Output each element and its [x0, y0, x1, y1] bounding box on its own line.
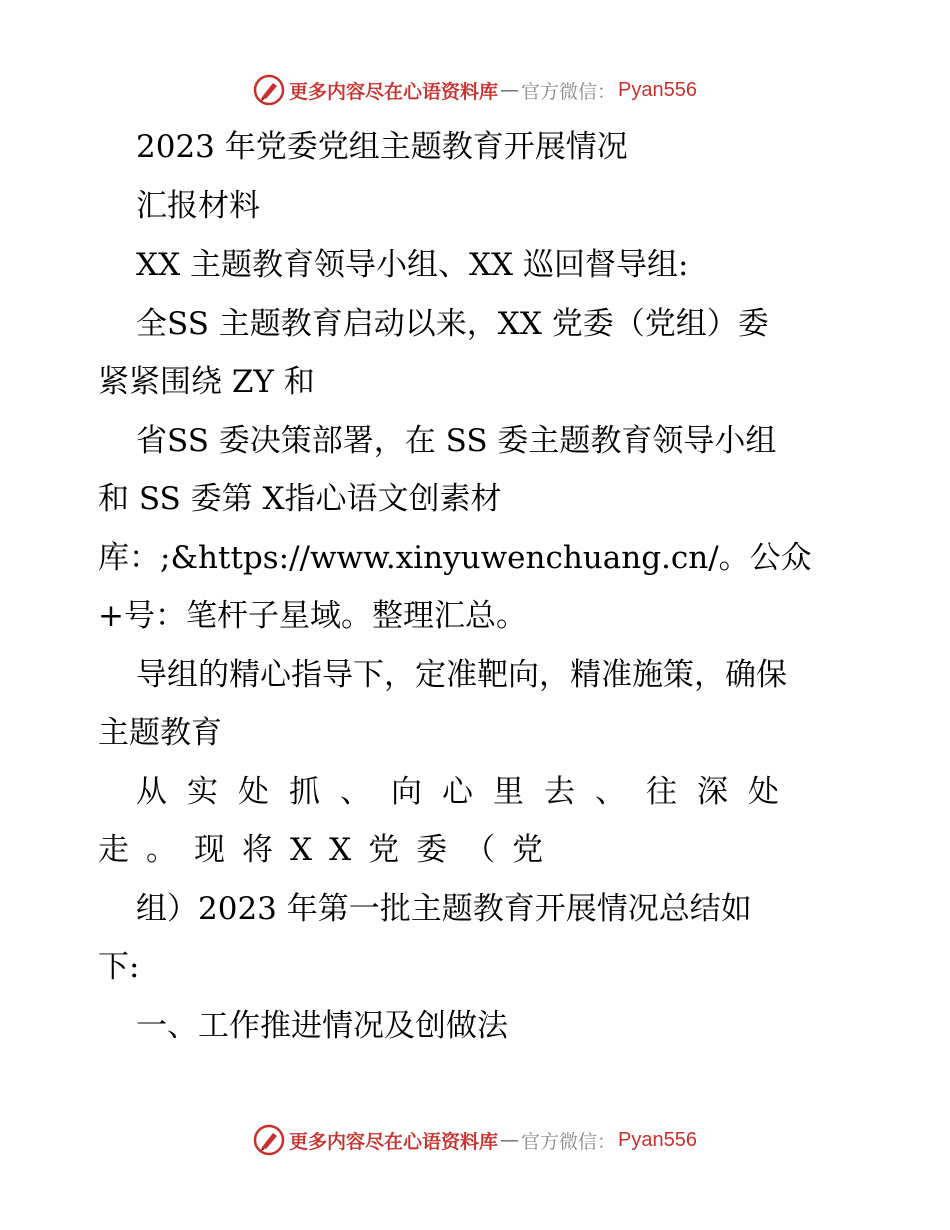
banner-brand-text: 更多内容尽在心语资料库 — [289, 1130, 499, 1153]
doc-paragraph-line: 主题教育 — [98, 715, 222, 751]
banner-brand-text: 更多内容尽在心语资料库 — [289, 80, 499, 103]
doc-paragraph-line: 从实处抓、向心里去、往深处 — [136, 774, 799, 810]
banner-wechat-id: Pyan556 — [618, 78, 697, 101]
doc-paragraph-line: 下: — [98, 949, 140, 985]
pen-logo-icon — [253, 1124, 285, 1156]
doc-paragraph-line: 和 SS 委第 X指心语文创素材 — [98, 481, 502, 517]
doc-title-line-1: 2023 年党委党组主题教育开展情况 — [136, 129, 628, 165]
banner-separator: — — [500, 1129, 520, 1151]
doc-title-line-2: 汇报材料 — [136, 188, 260, 224]
banner-wechat-label: 官方微信： — [521, 1130, 617, 1153]
banner-wechat-id: Pyan556 — [618, 1128, 697, 1151]
banner-separator: — — [500, 79, 520, 101]
doc-salutation: XX 主题教育领导小组、XX 巡回督导组: — [136, 247, 689, 283]
pen-logo-icon — [253, 74, 285, 106]
doc-paragraph-line: 导组的精心指导下，定准靶向，精准施策，确保 — [136, 657, 787, 693]
doc-paragraph-line: 紧紧围绕 ZY 和 — [98, 364, 315, 400]
banner-wechat-label: 官方微信： — [521, 80, 617, 103]
footer-banner — [0, 1120, 950, 1160]
doc-section-heading: 一、工作推进情况及创做法 — [136, 1008, 508, 1044]
doc-paragraph-line: 库：;&https://www.xinyuwenchuang.cn/。公众 — [98, 540, 812, 576]
doc-paragraph-line: +号：笔杆子星域。整理汇总。 — [98, 598, 527, 634]
doc-paragraph-line: 走。现将XX党委（党 — [98, 832, 561, 868]
doc-paragraph-line: 省SS 委决策部署，在 SS 委主题教育领导小组 — [136, 423, 777, 459]
doc-paragraph-line: 组）2023 年第一批主题教育开展情况总结如 — [136, 891, 752, 927]
doc-paragraph-line: 全SS 主题教育启动以来，XX 党委（党组）委 — [136, 306, 769, 342]
header-banner — [0, 70, 950, 110]
